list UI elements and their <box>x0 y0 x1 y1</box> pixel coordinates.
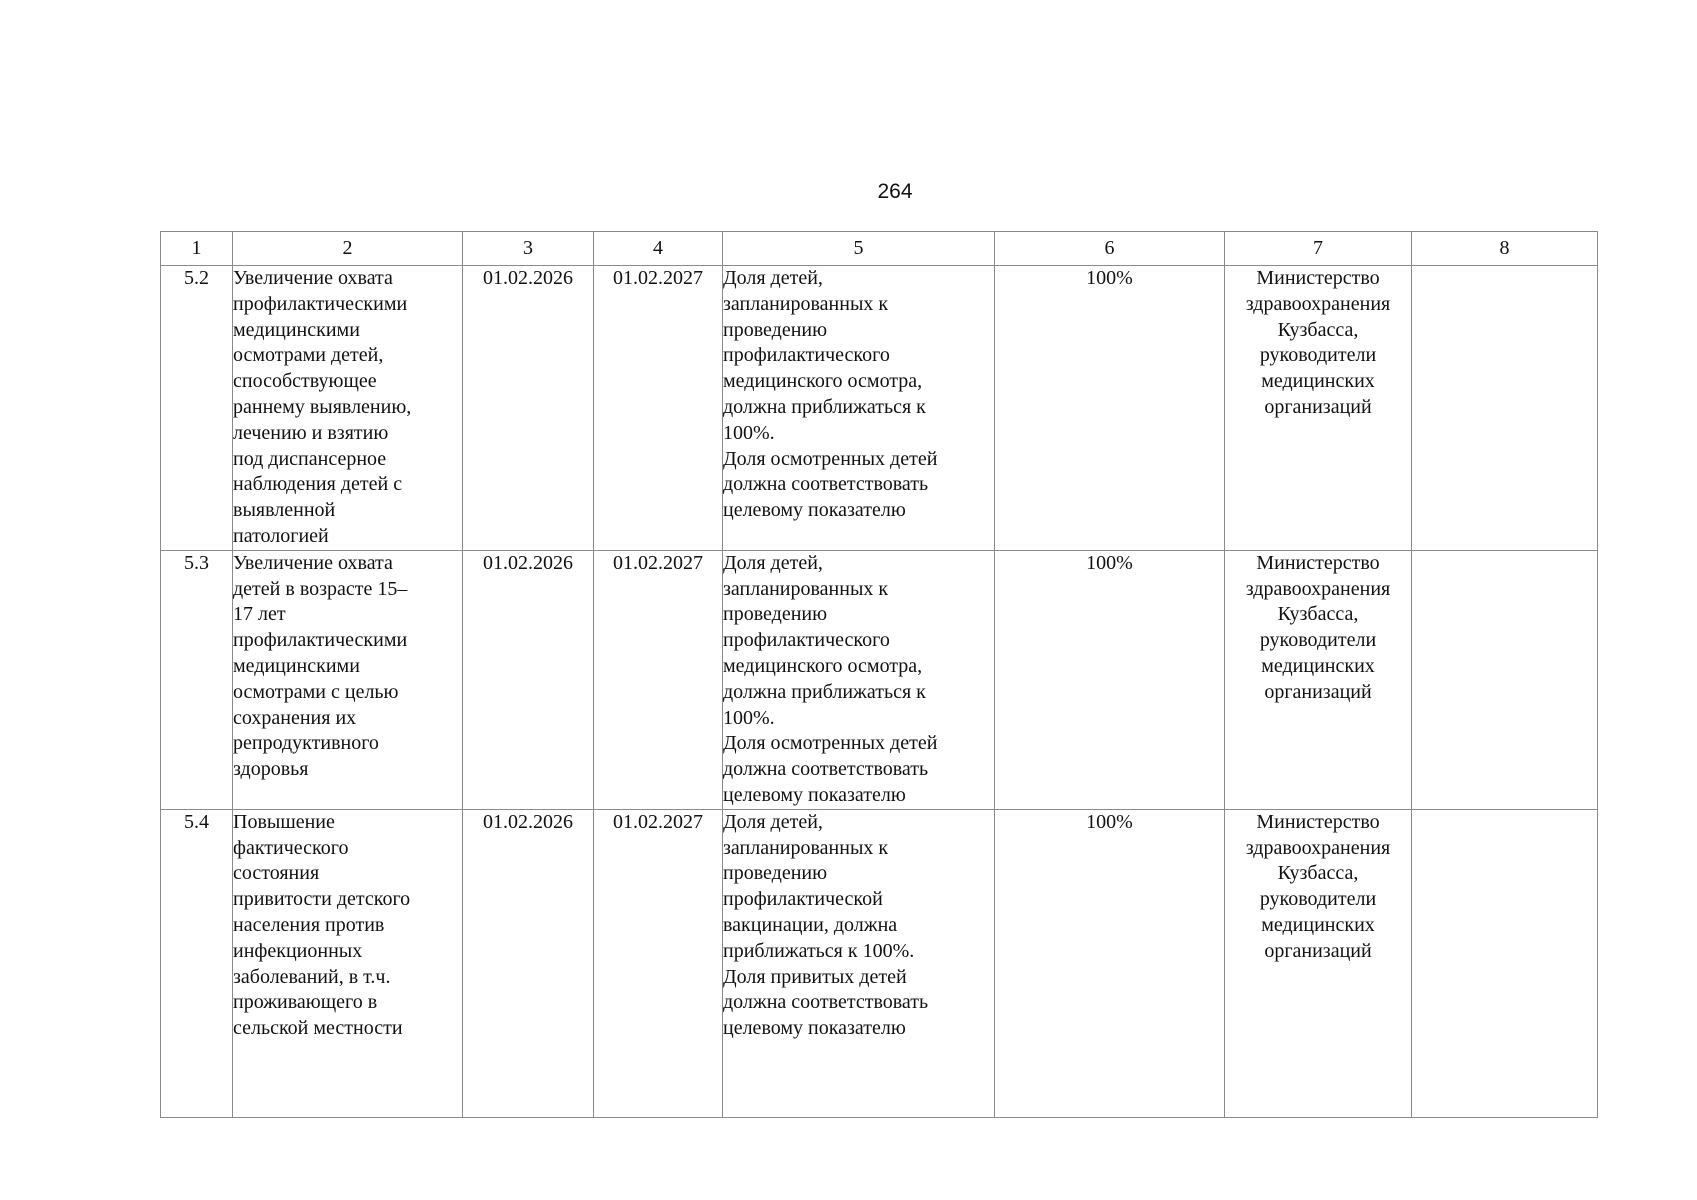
note-cell <box>1412 266 1598 551</box>
text-line: проведению <box>723 862 828 885</box>
column-header: 2 <box>233 232 463 266</box>
start-date: 01.02.2026 <box>463 809 594 1117</box>
text-line: целевому показателю <box>723 783 906 806</box>
text-line: привитости детского <box>233 888 411 911</box>
text-line: Увеличение охвата <box>233 267 393 289</box>
text-line: запланированных к <box>723 836 889 859</box>
table-row <box>161 550 1598 809</box>
text-line: профилактическими <box>233 629 408 652</box>
responsible-parties <box>1225 550 1412 809</box>
text-line: приближаться к 100%. <box>723 939 915 962</box>
text-line: должна приближаться к <box>723 680 926 703</box>
action-description <box>233 809 463 1117</box>
text-line: Повышение <box>233 810 335 833</box>
page-number: 264 <box>877 180 913 203</box>
criteria-description <box>723 266 995 551</box>
text-line: Доля осмотренных детей <box>723 732 938 755</box>
text-line: населения против <box>233 913 385 936</box>
text-line: должна соответствовать <box>723 991 929 1014</box>
criteria-description <box>723 550 995 809</box>
header-row <box>161 232 1598 266</box>
text-line: профилактической <box>723 888 883 911</box>
text-line: фактического <box>233 836 349 859</box>
text-line: профилактического <box>723 629 890 652</box>
text-line: Доля привитых детей <box>723 965 907 988</box>
note-cell <box>1412 809 1598 1117</box>
text-line: руководители <box>1259 344 1377 367</box>
column-header: 1 <box>161 232 233 266</box>
text-line: организаций <box>1264 395 1372 418</box>
text-line: выявленной <box>233 499 336 522</box>
target-value: 100% <box>995 266 1225 551</box>
text-line: раннему выявлению, <box>233 395 412 418</box>
text-line: Министерство <box>1256 810 1380 833</box>
text-line: медицинскими <box>233 318 360 341</box>
text-line: руководители <box>1259 629 1377 652</box>
text-line: здравоохранения <box>1245 577 1391 600</box>
responsible-parties <box>1225 809 1412 1117</box>
text-line: Доля детей, <box>723 551 823 574</box>
text-line: 17 лет <box>233 603 286 626</box>
text-line: состояния <box>233 862 320 885</box>
action-plan-table <box>160 231 1598 1118</box>
text-line: руководители <box>1259 888 1377 911</box>
text-line: организаций <box>1264 939 1372 962</box>
text-line: репродуктивного <box>233 732 379 755</box>
column-header: 3 <box>463 232 594 266</box>
text-line: медицинского осмотра, <box>723 370 923 393</box>
text-line: организаций <box>1264 680 1372 703</box>
target-value: 100% <box>995 809 1225 1117</box>
text-line: целевому показателю <box>723 1017 906 1040</box>
text-line: наблюдения детей с <box>233 473 403 496</box>
text-line: Увеличение охвата <box>233 551 393 574</box>
item-number: 5.2 <box>161 266 233 551</box>
text-line: Кузбасса, <box>1277 862 1359 885</box>
text-line: должна приближаться к <box>723 395 926 418</box>
text-line: запланированных к <box>723 292 889 315</box>
end-date: 01.02.2027 <box>594 266 723 551</box>
text-line: должна соответствовать <box>723 473 929 496</box>
text-line: 100%. <box>723 706 775 729</box>
text-line: медицинских <box>1261 370 1375 393</box>
text-line: запланированных к <box>723 577 889 600</box>
text-line: медицинского осмотра, <box>723 654 923 677</box>
text-line: сохранения их <box>233 706 357 729</box>
table-row <box>161 809 1598 1117</box>
text-line: Кузбасса, <box>1277 603 1359 626</box>
text-line: вакцинации, должна <box>723 913 898 936</box>
text-line: профилактического <box>723 344 890 367</box>
text-line: здоровья <box>233 758 309 781</box>
target-value: 100% <box>995 550 1225 809</box>
text-line: проведению <box>723 318 828 341</box>
text-line: Министерство <box>1256 267 1380 289</box>
column-header: 5 <box>723 232 995 266</box>
end-date: 01.02.2027 <box>594 809 723 1117</box>
text-line: здравоохранения <box>1245 292 1391 315</box>
text-line: лечению и взятию <box>233 421 389 444</box>
text-line: профилактическими <box>233 292 408 315</box>
start-date: 01.02.2026 <box>463 266 594 551</box>
text-line: сельской местности <box>233 1017 403 1040</box>
note-cell <box>1412 550 1598 809</box>
end-date: 01.02.2027 <box>594 550 723 809</box>
text-line: медицинских <box>1261 654 1375 677</box>
text-line: Доля детей, <box>723 267 823 289</box>
column-header: 4 <box>594 232 723 266</box>
text-line: медицинских <box>1261 913 1375 936</box>
text-line: заболеваний, в т.ч. <box>233 965 391 988</box>
text-line: детей в возрасте 15– <box>233 577 408 600</box>
column-header: 7 <box>1225 232 1412 266</box>
text-line: 100%. <box>723 421 775 444</box>
text-line: способствующее <box>233 370 377 393</box>
text-line: Доля осмотренных детей <box>723 447 938 470</box>
column-header: 8 <box>1412 232 1598 266</box>
text-line: Министерство <box>1256 551 1380 574</box>
text-line: медицинскими <box>233 654 360 677</box>
action-description <box>233 550 463 809</box>
column-header: 6 <box>995 232 1225 266</box>
table-row <box>161 266 1598 551</box>
text-line: под диспансерное <box>233 447 387 470</box>
text-line: Кузбасса, <box>1277 318 1359 341</box>
text-line: инфекционных <box>233 939 363 962</box>
text-line: здравоохранения <box>1245 836 1391 859</box>
text-line: целевому показателю <box>723 499 906 522</box>
text-line: проведению <box>723 603 828 626</box>
criteria-description <box>723 809 995 1117</box>
text-line: Доля детей, <box>723 810 823 833</box>
text-line: патологией <box>233 524 329 547</box>
text-line: осмотрами с целью <box>233 680 399 703</box>
text-line: должна соответствовать <box>723 758 929 781</box>
action-description <box>233 266 463 551</box>
start-date: 01.02.2026 <box>463 550 594 809</box>
item-number: 5.4 <box>161 809 233 1117</box>
item-number: 5.3 <box>161 550 233 809</box>
text-line: осмотрами детей, <box>233 344 384 367</box>
responsible-parties <box>1225 266 1412 551</box>
text-line: проживающего в <box>233 991 378 1014</box>
